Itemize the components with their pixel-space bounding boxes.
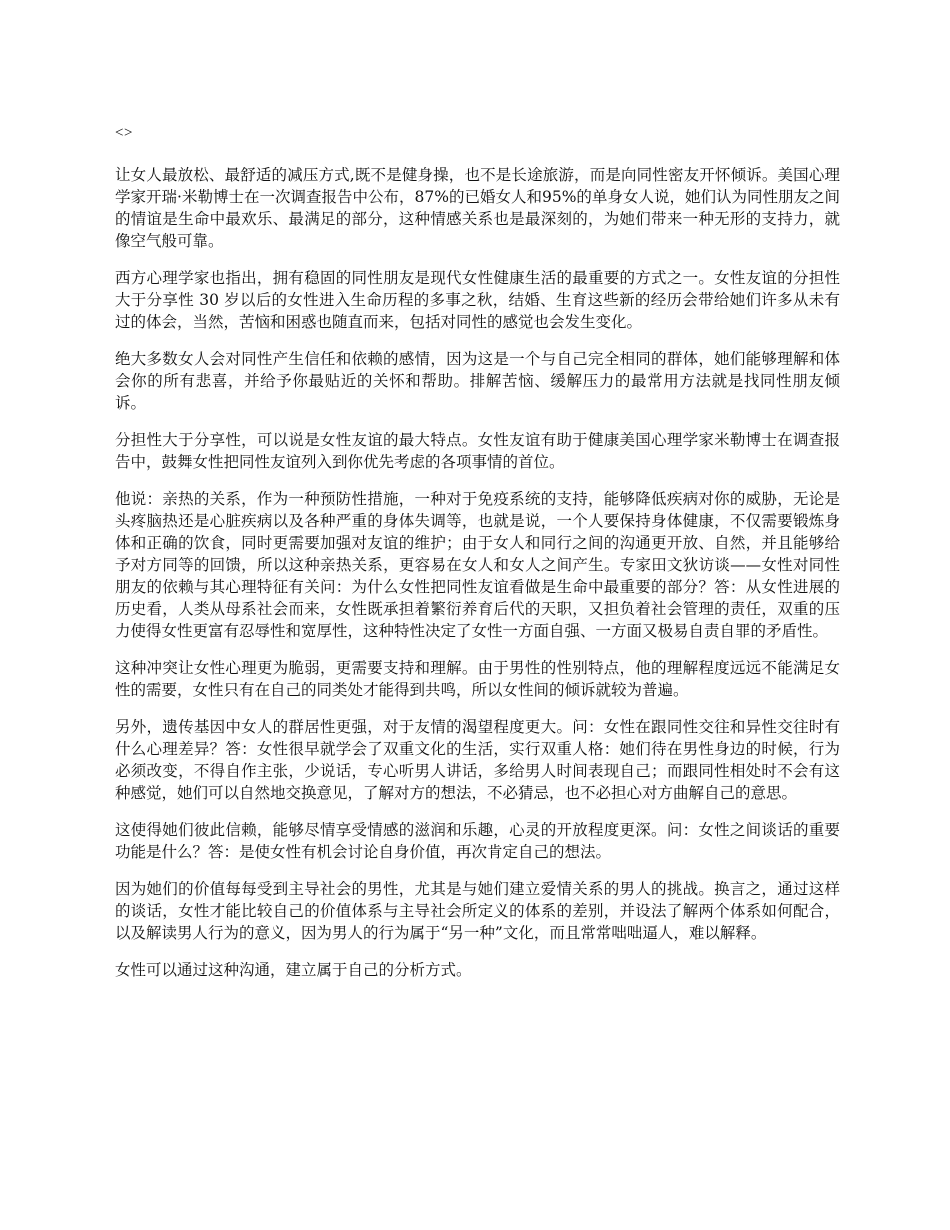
- paragraph-2: 西方心理学家也指出，拥有稳固的同性朋友是现代女性健康生活的最重要的方式之一。女性友谊的分担性大于分享性 30 岁以后的女性进入生命历程的多事之秋，结婚、生育这些新的经历会带给她们许多从未有过的体会，当然，苦恼和困惑也随直而来，包括对同性的感觉也会发生变化。: [115, 269, 840, 331]
- header-mark: <>: [115, 125, 133, 141]
- paragraph-6: 这种冲突让女性心理更为脆弱，更需要支持和理解。由于男性的性别特点，他的理解程度远远不能满足女性的需要，女性只有在自己的同类处才能得到共鸣，所以女性间的倾诉就较为普遍。: [115, 659, 840, 699]
- paragraph-7: 另外，遗传基因中女人的群居性更强，对于友情的渴望程度更大。问：女性在跟同性交往和异性交往时有什么心理差异？答：女性很早就学会了双重文化的生活，实行双重人格：她们待在男性身边的时候，行为必须改变，不得自作主张，少说话，专心听男人讲话，多给男人时间表现自己；而跟同性相处时不会有这种感觉，她们可以自然地交换意见，了解对方的想法，不必猜忌，也不必担心对方曲解自己的意思。: [115, 718, 840, 802]
- paragraph-9: 因为她们的价值每每受到主导社会的男性，尤其是与她们建立爱情关系的男人的挑战。换言之，通过这样的谈话，女性才能比较自己的价值体系与主导社会所定义的体系的差别，并设法了解两个体系如何配合，以及解读男人行为的意义，因为男人的行为属于“另一种”文化，而且常常咄咄逼人，难以解释。: [115, 880, 840, 942]
- paragraph-4: 分担性大于分享性，可以说是女性友谊的最大特点。女性友谊有助于健康美国心理学家米勒博士在调查报告中，鼓舞女性把同性友谊列入到你优先考虑的各项事情的首位。: [115, 431, 840, 471]
- paragraph-8: 这使得她们彼此信赖，能够尽情享受情感的滋润和乐趣，心灵的开放程度更深。问：女性之间谈话的重要功能是什么？答：是使女性有机会讨论自身价值，再次肯定自己的想法。: [115, 821, 840, 861]
- paragraph-1: 让女人最放松、最舒适的减压方式,既不是健身操，也不是长途旅游，而是向同性密友开怀倾诉。美国心理学家开瑞·米勒博士在一次调查报告中公布，87%的已婚女人和95%的单身女人说，她们认为同性朋友之间的情谊是生命中最欢乐、最满足的部分，这种情感关系也是最深刻的，为她们带来一种无形的支持力，就像空气般可靠。: [115, 166, 840, 250]
- paragraph-5: 他说：亲热的关系，作为一种预防性措施，一种对于免疫系统的支持，能够降低疾病对你的威胁，无论是头疼脑热还是心脏疾病以及各种严重的身体失调等，也就是说，一个人要保持身体健康，不仅需要锻炼身体和正确的饮食，同时更需要加强对友谊的维护；由于女人和同行之间的沟通更开放、自然，并且能够给予对方同等的回馈，所以这种亲热关系，更容易在女人和女人之间产生。专家田文狄访谈——女性对同性朋友的依赖与其心理特征有关问：为什么女性把同性友谊看做是生命中最重要的部分？答：从女性进展的历史看，人类从母系社会而来，女性既承担着繁衍养育后代的天职，又担负着社会管理的责任，双重的压力使得女性更富有忍辱性和宽厚性，这种特性决定了女性一方面自强、一方面又极易自责自罪的矛盾性。: [115, 490, 840, 640]
- paragraph-10: 女性可以通过这种沟通，建立属于自己的分析方式。: [115, 961, 472, 979]
- paragraph-3: 绝大多数女人会对同性产生信任和依赖的感情，因为这是一个与自己完全相同的群体，她们能够理解和体会你的所有悲喜，并给予你最贴近的关怀和帮助。排解苦恼、缓解压力的最常用方法就是找同性朋友倾诉。: [115, 350, 840, 412]
- document-page: [115, 124, 840, 996]
